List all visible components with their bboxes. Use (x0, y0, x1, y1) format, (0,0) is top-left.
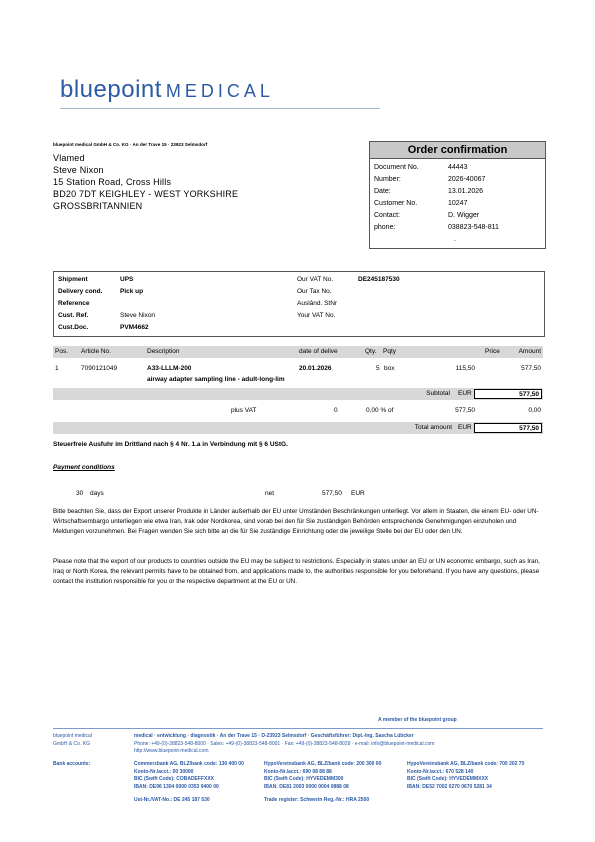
bank-account-2: HypoVereinsbank AG, BLZ/bank code: 200 300 00 Konto-Nr./acct.: 690 08 88 88 BIC (Swift Code): HYVEDEMM300 IBAN: DE81 2003 0000 0004 0888 08 (264, 761, 382, 790)
payment-currency: EUR (351, 490, 365, 497)
footer-trade-register: Trade register: Schwerin Reg.-Nr.: HRA 2500 (264, 797, 370, 803)
customer-number-row: Customer No. 10247 (374, 200, 468, 207)
col-date: date of delive (299, 348, 338, 355)
recipient-line: GROSSBRITANNIEN (53, 201, 143, 211)
bank-account-3: HypoVereinsbank AG, BLZ/bank code: 700 202 70 Konto-Nr./acct.: 670 528 140 BIC (Swift Code): HYVEDEMMXXX IBAN: DE52 7002 0270 0670 5281 34 (407, 761, 525, 790)
payment-days: 30 (76, 490, 84, 497)
recipient-line: Vlamed (53, 153, 85, 163)
phone-row: phone: 038823-548-811 (374, 224, 499, 231)
footer-company: bluepoint medical GmbH & Co. KG (53, 733, 92, 747)
footer-website[interactable]: http://www.bluepoint-medical.com (134, 748, 209, 754)
vat-amount: 0,00 (528, 407, 541, 414)
contact-row: Contact: D. Wigger (374, 212, 480, 219)
item-pos: 1 (55, 365, 59, 372)
recipient-address (53, 152, 238, 212)
box-dot: . (454, 236, 456, 243)
bank-account-1: Commerzbank AG, BLZ/bank code: 130 400 00 Konto-Nr./acct.: 00 30000 BIC (Swift Code): COBADEFFXXX IBAN: DE96 1304 0000 0353 9400 00 (134, 761, 244, 790)
shipment-label: Shipment (58, 276, 88, 283)
item-price: 115,50 (455, 365, 475, 372)
bank-accounts-label: Bank accounts: (53, 761, 91, 767)
col-price: Price (485, 348, 500, 355)
col-amount: Amount (518, 348, 541, 355)
logo-word-medical: MEDICAL (165, 81, 274, 101)
total-value: 577,50 (474, 423, 542, 433)
group-membership: A member of the bluepoint group (378, 717, 457, 723)
footer-divider (53, 728, 543, 729)
item-article: 7090121049 (81, 365, 118, 372)
item-description-detail: airway adapter sampling line - adult-long-lim (147, 376, 285, 383)
sender-line: bluepoint medical GmbH & Co. KG · An der Trave 15 · 23923 Selmsdorf (53, 142, 208, 147)
col-qty: Qty. (365, 348, 377, 355)
our-tax-label: Our Tax No. (297, 288, 332, 295)
col-pos: Pos. (55, 348, 69, 355)
shipment-value: UPS (120, 276, 134, 283)
foreign-tax-label: Auslând. StNr (297, 300, 338, 307)
subtotal-label: Subtotal (426, 390, 450, 397)
cust-ref-value: Steve Nixon (120, 312, 156, 319)
shipping-info-box (53, 271, 545, 337)
payment-amount: 577,50 (322, 490, 342, 497)
export-notice-de: Bitte beachten Sie, dass der Export unserer Produkte in Länder außerhalb der EU unter Umständen Beschränkungen unterliegt. Vor allem in Staaten, die einem EU- oder UN-Wirtschaftsembargo unterliegen wie etwa Iran, Irak oder Nordkorea, sind vorab bei den für Sie zuständigen Behörden entsprechende Genehmigungen einzuholen und Meldungen vorzunehmen. Bei Fragen wenden Sie sich bitte an die für Sie zuständige Einrichtung oder die jeweilige Stelle bei der EU oder den UN. (53, 508, 539, 535)
subtotal-value: 577,50 (474, 389, 542, 399)
vat-base: 577,50 (455, 407, 475, 414)
export-notice-en: Please note that the export of our products to countries outside the EU may be subject to restrictions. Especially in states under an EU or UN economic embargo, such as Iran, Iraq or North Korea, the relevant permits have to be obtained from, and applications made to, the authorities responsible for you beforehand. If you have any questions, please contact the institution responsible for you or the respective department at the EU or UN. (53, 558, 540, 585)
recipient-line: Steve Nixon (53, 165, 104, 175)
doc-number-row: Document No. 44443 (374, 164, 468, 171)
payment-days-label: days (90, 490, 104, 497)
recipient-line: BD20 7DT KEIGHLEY - WEST YORKSHIRE (53, 189, 239, 199)
col-unit: Pqty (383, 348, 397, 355)
vat-rate: 0,00 % of (366, 407, 394, 414)
logo-word-bluepoint: bluepoint (60, 76, 162, 103)
item-unit: box (384, 365, 395, 372)
item-amount: 577,50 (521, 365, 541, 372)
item-qty: 5 (376, 365, 380, 372)
date-row: Date: 13.01.2026 (374, 188, 484, 195)
order-confirmation-box (369, 141, 546, 249)
footer-vat-number: Ust-Nr./VAT-No.: DE 245 187 530 (134, 797, 210, 803)
col-description: Description (147, 348, 180, 355)
recipient-line: 15 Station Road, Cross Hills (53, 177, 172, 187)
order-confirmation-title: Order confirmation (370, 142, 545, 159)
payment-conditions-title: Payment conditions (53, 464, 115, 471)
vat-label: plus VAT (231, 407, 257, 414)
number-row: Number: 2026-40067 (374, 176, 486, 183)
cust-doc-label: Cust.Doc. (58, 324, 89, 331)
vat-code: 0 (334, 407, 338, 414)
cust-ref-label: Cust. Ref. (58, 312, 89, 319)
items-table-header (53, 346, 543, 358)
footer-address: medical · entwicklung · diagnostik · An der Trave 15 · D-23923 Selmsdorf · Geschäftsführer: Dipl.-Ing. Sascha Lübcker Phone: +49-(0)-38823-548-8000 · Sales: +49-(0)-38823-548-8001 · Fax: +49-(0)-38823-548-8029 · e-mail: info@bluepoint-medical.com http://www.bluepoint-medical.com (134, 733, 435, 754)
logo-underline (60, 108, 380, 109)
tax-note: Steuerfreie Ausfuhr im Drittland nach § 4 Nr. 1.a in Verbindung mit § 6 UStG. (53, 441, 288, 448)
reference-label: Reference (58, 300, 90, 307)
payment-net: net (265, 490, 275, 497)
delivery-cond-value: Pick up (120, 288, 144, 295)
total-currency: EUR (458, 424, 472, 431)
our-vat-label: Our VAT No. (297, 276, 334, 283)
item-description: A33-LLLM-200 (147, 365, 192, 372)
your-vat-label: Your VAT No. (297, 312, 336, 319)
col-article: Article No. (81, 348, 111, 355)
our-vat-value: DE245187530 (358, 276, 400, 283)
cust-doc-value: PVM4662 (120, 324, 149, 331)
item-date: 20.01.2026 (299, 365, 332, 372)
company-logo (60, 76, 274, 104)
subtotal-currency: EUR (458, 390, 472, 397)
delivery-cond-label: Delivery cond. (58, 288, 103, 295)
total-label: Total amount (414, 424, 452, 431)
